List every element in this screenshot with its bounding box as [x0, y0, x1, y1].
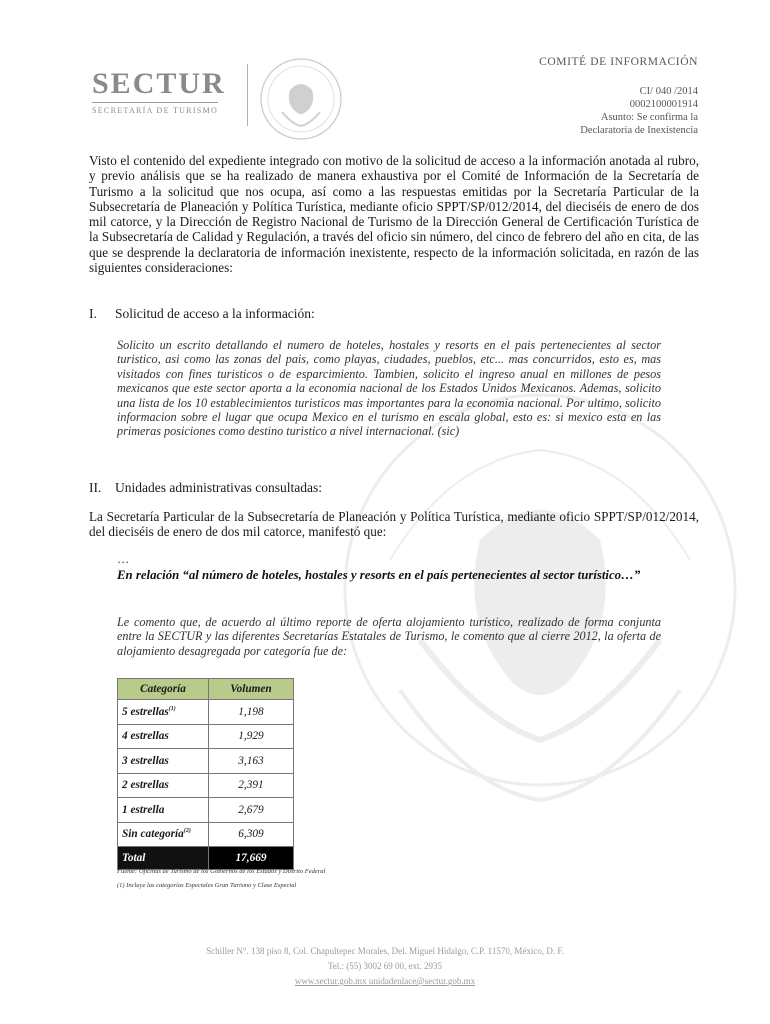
- category-label: 1 estrella: [122, 803, 165, 816]
- footer-links[interactable]: www.sectur.gob.mx unidadenlace@sectur.gob.mx: [294, 976, 476, 986]
- category-cell: [118, 822, 209, 847]
- logo-name: SECTUR: [92, 67, 226, 100]
- volume-cell: 2,679: [209, 798, 294, 823]
- category-cell: [118, 700, 209, 725]
- category-cell: [118, 798, 209, 823]
- volume-cell: 3,163: [209, 749, 294, 774]
- category-label: Sin categoría: [122, 828, 184, 841]
- category-label: 5 estrellas: [122, 705, 169, 718]
- table-row: [118, 773, 294, 798]
- document-metadata: [539, 56, 698, 137]
- footer-address: Schiller N°. 138 piso 8, Col. Chapultepec Morales, Del. Miguel Hidalgo, C.P. 11570, México, D. F.: [206, 946, 564, 956]
- volume-cell: 1,929: [209, 724, 294, 749]
- footnote-marker: (2): [183, 828, 191, 835]
- section-1-number: I.: [89, 306, 97, 321]
- category-label: 2 estrellas: [122, 779, 169, 792]
- folio-number: 0002100001914: [629, 99, 698, 110]
- section-2-heading: [89, 480, 322, 496]
- table-row: [118, 724, 294, 749]
- volume-cell: 1,198: [209, 700, 294, 725]
- category-cell: [118, 724, 209, 749]
- header-divider: [247, 64, 248, 126]
- section-1-heading: [89, 306, 315, 322]
- total-label: Total: [118, 847, 209, 870]
- logo-subtitle: SECRETARÍA DE TURISMO: [92, 106, 219, 115]
- table-row: [118, 700, 294, 725]
- section-2-number: II.: [89, 480, 102, 495]
- subject-line-1: Asunto: Se confirma la: [600, 112, 698, 123]
- category-label: 3 estrellas: [122, 754, 169, 767]
- section-2-title: Unidades administrativas consultadas:: [115, 480, 322, 495]
- category-cell: [118, 773, 209, 798]
- table-row: [118, 749, 294, 774]
- committee-name: COMITÉ DE INFORMACIÓN: [539, 56, 698, 68]
- table-body: [118, 700, 294, 870]
- table-total-row: [118, 847, 294, 870]
- page-footer: [0, 944, 770, 989]
- accommodation-table: [117, 678, 294, 870]
- column-header-category: Categoría: [118, 679, 209, 700]
- category-label: 4 estrellas: [122, 730, 169, 743]
- intro-paragraph: Visto el contenido del expediente integrado con motivo de la solicitud de acceso a la información anotada al rubro, y previo análisis que se ha realizado de manera exhaustiva por el Comité de Información de la Secretaría de Turismo a la solicitud que nos ocupa, así como a las respuestas emitidas por la Secretaría Particular de la Subsecretaría de Planeación y Política Turística, mediante oficio SPPT/SP/012/2014, del dieciséis de enero de dos mil catorce, y la Dirección de Registro Nacional de Turismo de la Dirección General de Certificación Turística de la Subsecretaría de Calidad y Regulación, a través del oficio sin número, del cinco de febrero del año en cita, de las que se desprende la declaratoria de información inexistente, respecto de la información solicitada, en razón de las siguientes consideraciones:: [89, 153, 699, 276]
- total-value: 17,669: [209, 847, 294, 870]
- footnote-marker: (1): [168, 705, 176, 712]
- section-1-title: Solicitud de acceso a la información:: [115, 306, 315, 321]
- national-seal-icon: [258, 56, 344, 142]
- category-cell: [118, 749, 209, 774]
- volume-cell: 2,391: [209, 773, 294, 798]
- table-row: [118, 822, 294, 847]
- table-row: [118, 798, 294, 823]
- subject-line-2: Declaratoria de Inexistencia: [580, 125, 698, 136]
- section-2-paragraph: La Secretaría Particular de la Subsecretaría de Planeación y Política Turística, mediante oficio SPPT/SP/012/2014, del dieciséis de enero de dos mil catorce, manifestó que:: [89, 509, 699, 540]
- table-source-note: Fuente: Oficinas de Turismo de los Gobiernos de los Estados y Distrito Federal: [117, 868, 326, 875]
- quote-body: Le comento que, de acuerdo al último reporte de oferta alojamiento turístico, realizado de forma conjunta entre la SECTUR y las diferentes Secretarías Estatales de Turismo, le comento que al cierre 2012, la oferta de alojamiento desagregada por categoría fue de:: [117, 615, 661, 658]
- volume-cell: 6,309: [209, 822, 294, 847]
- reference-number: CI/ 040 /2014: [639, 86, 698, 97]
- ellipsis-mark: …: [117, 552, 130, 566]
- column-header-volume: Volumen: [209, 679, 294, 700]
- footer-phone: Tel.: (55) 3002 69 00, ext. 2935: [327, 961, 443, 971]
- logo-divider: [92, 102, 218, 103]
- quote-heading: En relación “al número de hoteles, hostales y resorts en el país pertenecientes al sector turístico…”: [117, 568, 641, 582]
- table-footnote-1: (1) Incluye las categorías Especiales Gran Turismo y Clase Especial: [117, 882, 297, 889]
- sectur-logo: [92, 68, 242, 115]
- table-header-row: [118, 679, 294, 700]
- request-text: Solicito un escrito detallando el numero de hoteles, hostales y resorts en el pais pertenecientes al sector turistico, asi como las zonas del pais, como playas, ciudades, pueblos, etc... mas concurridos, esto es, mas visitados con fines turisticos o de esparcimiento. Tambien, solicito el ingreso anual en millones de pesos mexicanos que este sector aporta a la economia nacional de los Estados Unidos Mexicanos. Ademas, solicito una lista de los 10 establecimientos turisticos mas importantes para la economia nacional. Por ultimo, solicito informacion sobre el lugar que ocupa Mexico en el turismo en escala global, esto es: si mexico esta en las primeras posiciones como destino turistico a nivel internacional. (sic): [117, 338, 661, 439]
